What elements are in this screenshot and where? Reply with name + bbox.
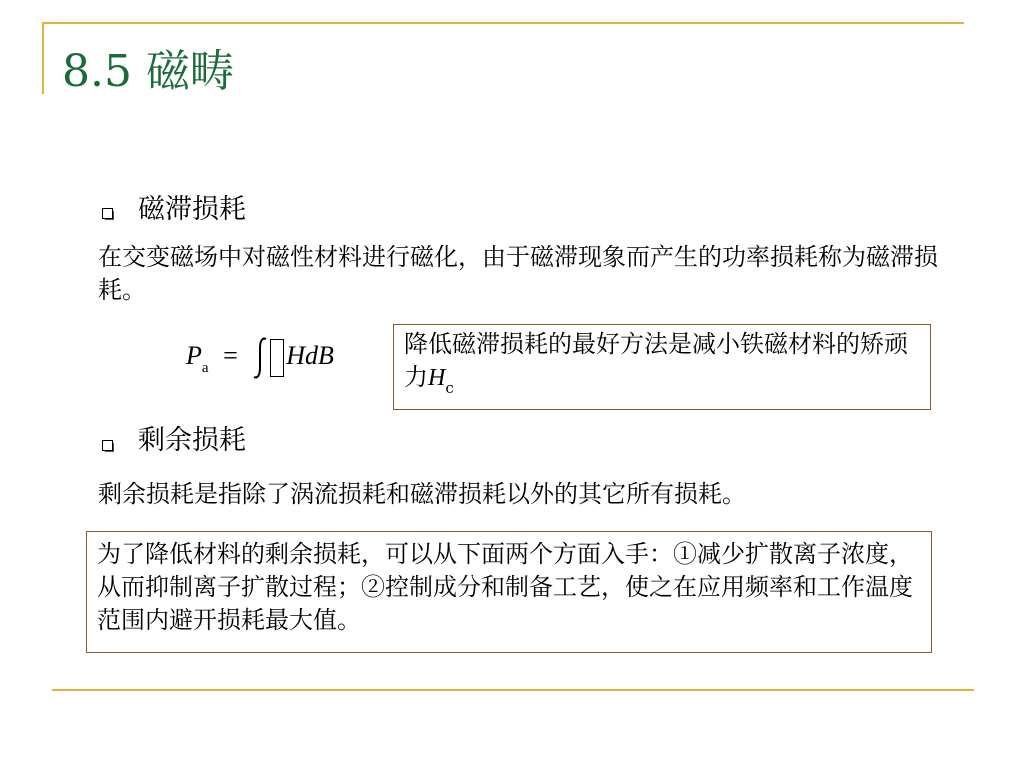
left-rule [42,22,44,94]
integral-sign-icon [252,336,270,380]
formula-equals: = [223,341,238,370]
formula-lhs-var: P [186,341,202,370]
section1-body: 在交变磁场中对磁性材料进行磁化，由于磁滞现象而产生的功率损耗称为磁滞损耗。 [98,243,938,304]
bottom-rule [52,689,974,691]
integral-placeholder-box [270,339,284,377]
hysteresis-note-box [393,324,931,410]
top-rule [42,22,964,24]
hysteresis-note-var: H [428,365,446,391]
slide-title: 8.5 磁畴 [62,46,234,97]
bullet-icon [102,208,113,219]
formula-lhs-sub: a [201,360,209,376]
residual-note-box [86,531,932,653]
bullet-icon [102,440,113,451]
hysteresis-formula [186,334,334,378]
section1-heading: 磁滞损耗 [138,194,246,225]
section2-body: 剩余损耗是指除了涡流损耗和磁滞损耗以外的其它所有损耗。 [98,480,746,508]
section2-heading: 剩余损耗 [138,425,246,456]
formula-rhs: HdB [286,341,334,370]
hysteresis-note-text: 降低磁滞损耗的最好方法是减小铁磁材料的矫顽力 [404,330,908,391]
hysteresis-note-var-sub: c [445,379,454,397]
residual-note-text: 为了降低材料的剩余损耗，可以从下面两个方面入手：①减少扩散离子浓度，从而抑制离子扩散过程；②控制成分和制备工艺，使之在应用频率和工作温度范围内避开损耗最大值。 [97,540,913,634]
